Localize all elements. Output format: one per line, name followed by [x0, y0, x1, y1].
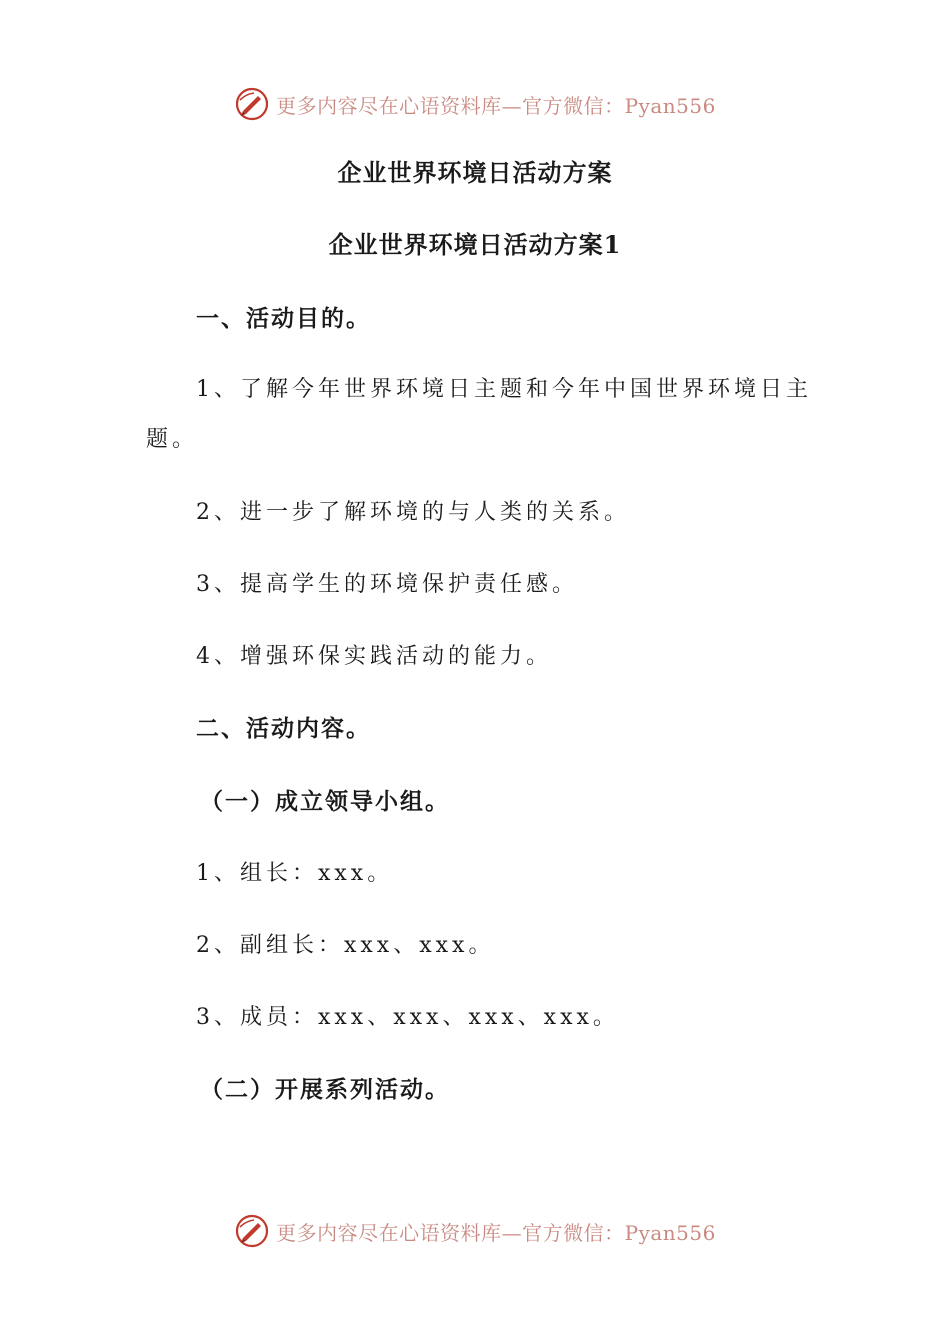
- subsection-heading-leadership: （一）成立领导小组。: [200, 788, 450, 815]
- footer-watermark-inner: [234, 1213, 716, 1249]
- purpose-item-4: 4、增强环保实践活动的能力。: [196, 644, 552, 669]
- subsection-heading-activities: （二）开展系列活动。: [200, 1076, 450, 1103]
- purpose-item-1: 1、了解今年世界环境日主题和今年中国世界环境日主: [196, 377, 812, 402]
- purpose-item-3: 3、提高学生的环境保护责任感。: [196, 572, 578, 597]
- watermark-text: 更多内容尽在心语资料库—官方微信：Pyan556: [276, 93, 716, 118]
- document-subtitle: 企业世界环境日活动方案1: [328, 230, 622, 259]
- section-heading-content: 二、活动内容。: [196, 715, 371, 742]
- leadership-item-1: 1、组长：xxx。: [196, 861, 394, 886]
- pen-seal-icon: [234, 1213, 270, 1249]
- footer-watermark: [0, 1209, 950, 1253]
- watermark-text: 更多内容尽在心语资料库—官方微信：Pyan556: [276, 1220, 716, 1245]
- purpose-item-1-continued: 题。: [146, 427, 199, 452]
- header-watermark-inner: [234, 86, 716, 122]
- section-heading-purpose: 一、活动目的。: [196, 305, 371, 332]
- purpose-item-2: 2、进一步了解环境的与人类的关系。: [196, 500, 630, 525]
- document-title: 企业世界环境日活动方案: [337, 158, 613, 187]
- leadership-item-3: 3、成员：xxx、xxx、xxx、xxx。: [196, 1005, 619, 1030]
- pen-seal-icon: [234, 86, 270, 122]
- leadership-item-2: 2、副组长：xxx、xxx。: [196, 933, 495, 958]
- header-watermark: [0, 82, 950, 126]
